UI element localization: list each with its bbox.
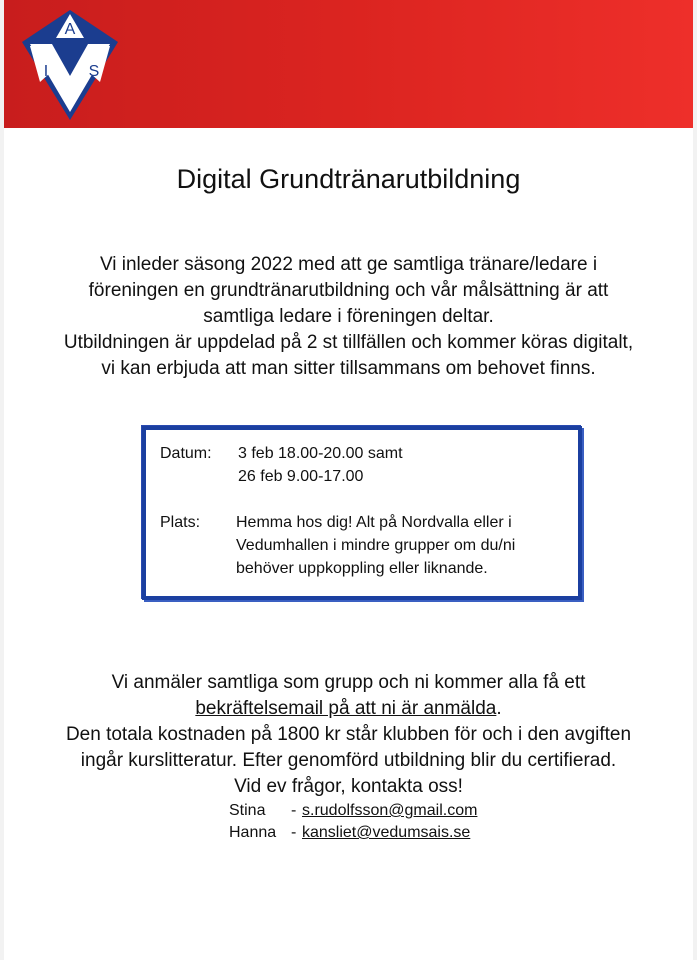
contact-email-link[interactable]: s.rudolfsson@gmail.com (302, 802, 478, 819)
club-logo (20, 6, 120, 124)
datum-line: 3 feb 18.00-20.00 samt (238, 445, 403, 462)
datum-label: Datum: (160, 445, 212, 462)
outro-line: Den totala kostnaden på 1800 kr står klubben för och i den avgiften (65, 724, 632, 745)
intro-line: föreningen en grundtränarutbildning och vår målsättning är att (88, 280, 609, 301)
contact-row-hanna (4, 822, 693, 844)
logo-letter-s: S (88, 63, 100, 80)
plats-value (236, 511, 515, 580)
header-banner (4, 0, 693, 128)
page-title: Digital Grundtränarutbildning (176, 164, 521, 194)
plats-line: behöver uppkoppling eller liknande. (236, 560, 488, 577)
intro-paragraph (24, 252, 673, 382)
outro-line: ingår kurslitteratur. Efter genomförd utbildning blir du certifierad. (80, 750, 617, 771)
outro-line: Vid ev frågor, kontakta oss! (234, 776, 463, 797)
plats-label: Plats: (160, 514, 201, 531)
intro-line: Vi inleder säsong 2022 med att ge samtliga tränare/ledare i (99, 254, 598, 275)
plats-line: Hemma hos dig! Alt på Nordvalla eller i (236, 514, 512, 531)
document-page (4, 0, 693, 960)
logo-letter-a: A (64, 21, 76, 38)
contact-name: Stina (229, 802, 266, 819)
outro-paragraph (14, 670, 683, 800)
datum-line: 26 feb 9.00-17.00 (238, 468, 364, 485)
plats-line: Vedumhallen i mindre grupper om du/ni (236, 537, 516, 554)
event-info-box (142, 426, 582, 600)
contact-email-link[interactable]: kansliet@vedumsais.se (302, 824, 471, 841)
logo-letter-i: I (43, 63, 49, 80)
outro-line: bekräftelsemail på att ni är anmälda. (195, 698, 502, 719)
contact-name: Hanna (229, 824, 277, 841)
contact-separator: - (291, 802, 297, 819)
intro-line: Utbildningen är uppdelad på 2 st tillfällen och kommer köras digitalt, (63, 332, 634, 353)
confirmation-email-text: bekräftelsemail på att ni är anmälda (195, 698, 497, 719)
intro-line: samtliga ledare i föreningen deltar. (203, 306, 494, 327)
intro-line: vi kan erbjuda att man sitter tillsammans om behovet finns. (101, 358, 596, 379)
contact-separator: - (291, 824, 297, 841)
outro-line: Vi anmäler samtliga som grupp och ni kommer alla få ett (111, 672, 586, 693)
contact-row-stina (4, 800, 693, 822)
datum-value (238, 442, 403, 488)
